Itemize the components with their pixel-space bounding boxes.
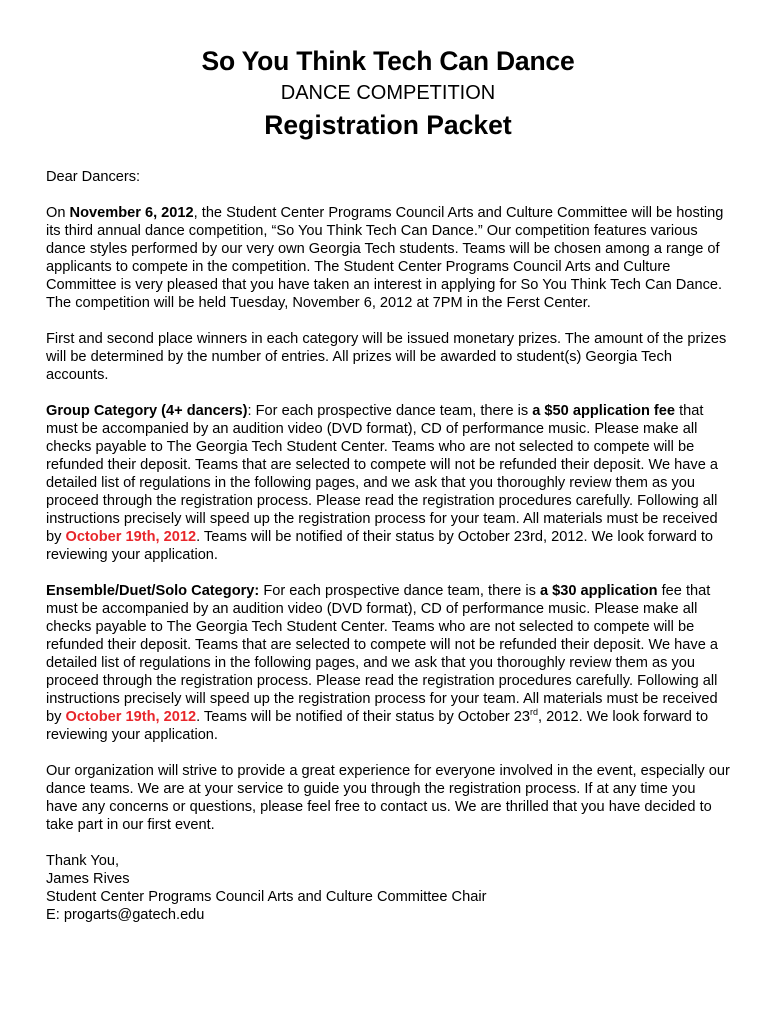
closing-paragraph: Our organization will strive to provide a great experience for everyone involved in the event, especially our dance teams. We are at your service to guide you through the registration process. If at any time you have any concerns or questions, please feel free to contact us. We are thrilled that you have decided to take part in our first event. — [46, 763, 730, 833]
intro-paragraph — [46, 204, 730, 312]
group-category-paragraph — [46, 402, 730, 564]
group-text-2: that must be accompanied by an audition video (DVD format), CD of performance music. Please make all checks payable to The Georgia Tech Student Center. Teams who are not selected to compete will be refunded their deposit. Teams that are selected to compete will not be refunded their deposit. We have a detailed list of regulations in the following pages, and we ask that you thoroughly review them as you proceed through the registration process. Please read the registration procedures carefully. Following all instructions precisely will speed up the registration process for your team. All materials must be received by — [46, 403, 718, 545]
prizes-paragraph: First and second place winners in each category will be issued monetary prizes. The amount of the prizes will be determined by the number of entries. All prizes will be awarded to student(s) Georgia Tech accounts. — [46, 331, 727, 383]
ensemble-text-4: , 2012. We look forward to reviewing your application. — [46, 709, 709, 743]
document-subtitle: DANCE COMPETITION — [280, 82, 496, 104]
ensemble-category-paragraph — [46, 582, 730, 744]
ensemble-fee: a $30 application — [539, 583, 658, 599]
intro-date: November 6, 2012 — [69, 205, 194, 221]
document-title: So You Think Tech Can Dance — [201, 46, 575, 76]
intro-text-1: On — [46, 205, 70, 221]
signature-thanks: Thank You, — [46, 853, 120, 869]
document-page — [46, 46, 730, 924]
signature-email: E: progarts@gatech.edu — [46, 907, 205, 923]
intro-text-2: , the Student Center Programs Council Arts and Culture Committee will be hosting its third annual dance competition, “So You Think Tech Can Dance.” Our competition features various dance styles performed by our very own Georgia Tech students. Teams will be chosen among a range of applicants to compete in the competition. The Student Center Programs Council Arts and Culture Committee is very pleased that you have taken an interest in applying for So You Think Tech Can Dance. The competition will be held Tuesday, November 6, 2012 at 7PM in the Ferst Center. — [46, 205, 724, 311]
ensemble-superscript: rd — [530, 707, 539, 718]
group-fee: a $50 application fee — [532, 403, 676, 419]
ensemble-text-1: For each prospective dance team, there is — [259, 583, 540, 599]
signature-role: Student Center Programs Council Arts and Culture Committee Chair — [46, 889, 487, 905]
ensemble-text-3: . Teams will be notified of their status by October 23 — [196, 709, 530, 725]
group-deadline: October 19th, 2012 — [65, 529, 197, 545]
document-heading-packet: Registration Packet — [264, 110, 512, 140]
ensemble-deadline: October 19th, 2012 — [65, 709, 197, 725]
signature-block — [46, 852, 730, 924]
ensemble-category-label: Ensemble/Duet/Solo Category: — [46, 583, 260, 599]
group-category-label: Group Category (4+ dancers) — [46, 403, 248, 419]
ensemble-text-2: fee that must be accompanied by an audition video (DVD format), CD of performance music. Please make all checks payable to The Georgia Tech Student Center. Teams who are not selected to compete will be refunded their deposit. Teams that are selected to compete will not be refunded their deposit. We have a detailed list of regulations in the following pages, and we ask that you thoroughly review them as you proceed through the registration process. Please read the registration procedures carefully. Following all instructions precisely will speed up the registration process for your team. All materials must be received by — [46, 583, 718, 725]
salutation: Dear Dancers: — [46, 169, 141, 185]
group-text-3: . Teams will be notified of their status by October 23rd, 2012. We look forward to reviewing your application. — [46, 529, 714, 563]
group-text-1: : For each prospective dance team, there is — [247, 403, 533, 419]
signature-name: James Rives — [46, 871, 130, 887]
